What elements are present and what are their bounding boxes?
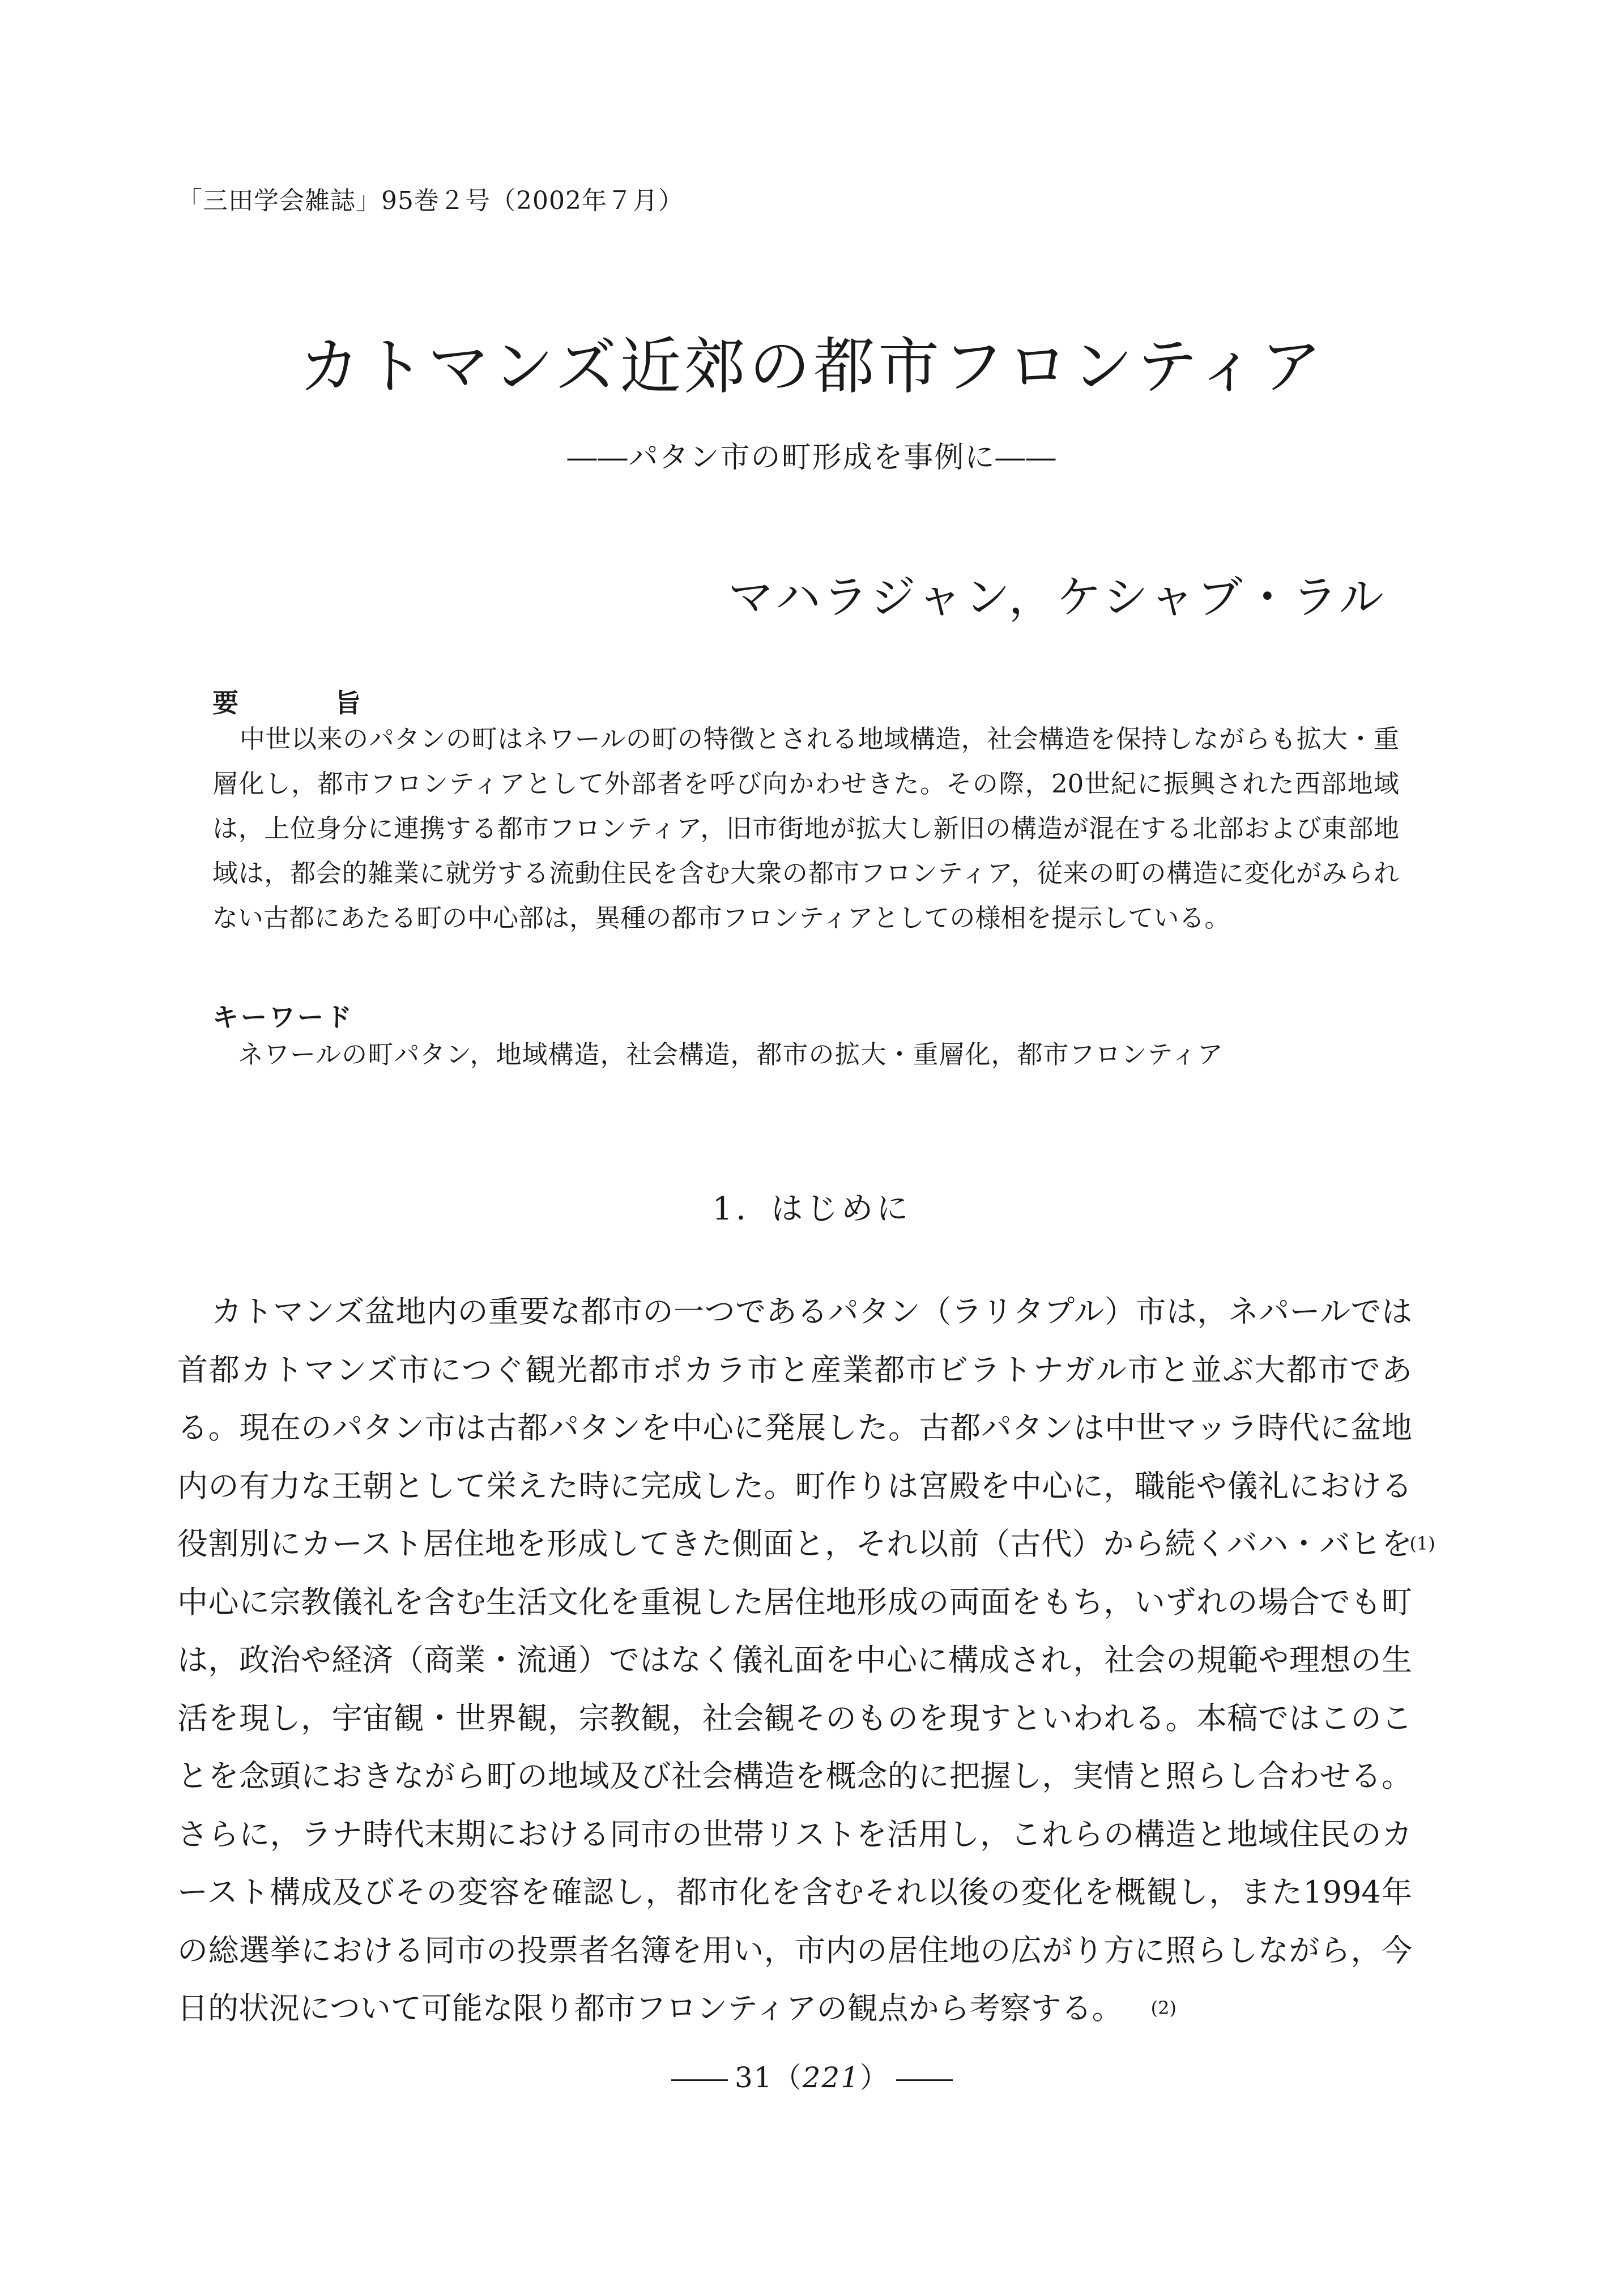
body-text-part-2: を中心に宗教儀礼を含む生活文化を重視した居住地形成の両面をもち，いずれの場合でも町は，政治や経済（商業・流通）ではなく儀礼面を中心に構成され，社会の規範や理想の生活を現し，宇宙観・世界観，宗教観，社会観そのものを現すといわれる。本稿ではこのことを念頭におきながら町の地域及び社会構造を概念的に把握し，実情と照らし合わせる。さらに，ラナ時代末期における同市の世帯リストを活用し，これらの構造と地域住民のカースト構成及びその変容を確認し，都市化を含むそれ以後の変化を概観し，また1994年の総選挙における同市の投票者名簿を用い，市内の居住地の広がり方に照らしながら，今日的状況について可能な限り都市フロンティアの観点から考察する。: [177, 1526, 1413, 2026]
abstract-label: [212, 683, 361, 720]
body-text-part-1: カトマンズ盆地内の重要な都市の一つであるパタン（ラリタプル）市は，ネパールでは首都カトマンズ市につぐ観光都市ポカラ市と産業都市ビラトナガル市と並ぶ大都市である。現在のパタン市は古都パタンを中心に発展した。古都パタンは中世マッラ時代に盆地内の有力な王朝として栄えた時に完成した。町作りは宮殿を中心に，職能や儀礼における役割別にカースト居住地を形成してきた側面と，それ以前（古代）から続くバハ・バヒ: [177, 1294, 1412, 1562]
footnote-1-label: (1): [1409, 1533, 1435, 1554]
page-number: 31（221）: [0, 2055, 1624, 2096]
abstract-text: 中世以来のパタンの町はネワールの町の特徴とされる地域構造，社会構造を保持しながらも拡大・重層化し，都市フロンティアとして外部者を呼び向かわせきた。その際，20世紀に振興された西部地域は，上位身分に連携する都市フロンティア，旧市街地が拡大し新旧の構造が混在する北部および東部地域は，都会的雑業に就労する流動住民を含む大衆の都市フロンティア，従来の町の構造に変化がみられない古都にあたる町の中心部は，異種の都市フロンティアとしての様相を提示している。: [212, 724, 1399, 933]
footnote-2-label: (2): [1150, 1997, 1177, 2019]
article-subtitle: ――パタン市の町形成を事例に――: [567, 441, 1057, 475]
abstract-label-part-2: 旨: [335, 688, 361, 718]
keywords-label: キーワード: [212, 1002, 354, 1033]
author-name: マハラジャン，ケシャブ・ラル: [728, 571, 1386, 624]
article-title: カトマンズ近郊の都市フロンティア: [299, 331, 1325, 402]
section-heading: 1．はじめに: [712, 1191, 912, 1227]
page-number-main: 31: [734, 2061, 773, 2094]
body-paragraph: [177, 1283, 1435, 2038]
page-number-inner: 221: [802, 2061, 860, 2094]
abstract-label-part-1: 要: [212, 688, 238, 718]
dash-left: [671, 2079, 728, 2081]
keywords-text: ネワールの町パタン，地域構造，社会構造，都市の拡大・重層化，都市フロンティア: [238, 1039, 1224, 1069]
journal-citation: 「三田学会雑誌」95巻２号（2002年７月）: [177, 186, 684, 215]
dash-right: [896, 2079, 953, 2081]
